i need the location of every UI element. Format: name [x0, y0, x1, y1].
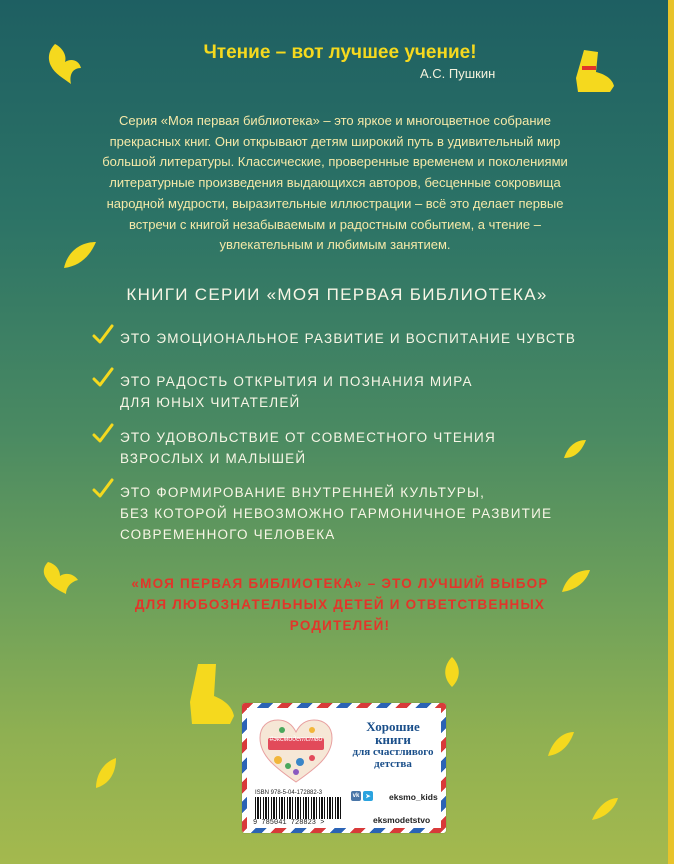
intro-paragraph: [95, 111, 575, 256]
highlight-statement: [100, 573, 580, 636]
barcode-number: 9 785041 728823 >: [253, 819, 325, 827]
list-item-line: ДЛЯ ЮНЫХ ЧИТАТЕЛЕЙ: [120, 395, 301, 410]
check-icon: [92, 423, 114, 445]
list-item-text: [120, 427, 610, 469]
telegram-icon[interactable]: ➤: [363, 791, 373, 801]
highlight-line: «МОЯ ПЕРВАЯ БИБЛИОТЕКА» – ЭТО ЛУЧШИЙ ВЫБОР: [131, 576, 549, 591]
boot-icon: [184, 662, 236, 726]
highlight-line: ДЛЯ ЛЮБОЗНАТЕЛЬНЫХ ДЕТЕЙ И ОТВЕТСТВЕННЫХ: [134, 597, 546, 612]
intro-line: народной мудрости, выразительные иллюстрации – всё это делает первые: [106, 195, 564, 211]
slogan-line: книги: [375, 732, 411, 747]
publisher-card: [242, 703, 446, 833]
heart-hashtag: #эксмодетство: [269, 736, 323, 743]
check-icon: [92, 367, 114, 389]
social-handle[interactable]: eksmo_kids: [389, 792, 438, 802]
card-body: [247, 708, 441, 828]
list-item-line: ЭТО УДОВОЛЬСТВИЕ ОТ СОВМЕСТНОГО ЧТЕНИЯ: [120, 430, 496, 445]
list-item-text: [120, 328, 610, 349]
list-item-line: СОВРЕМЕННОГО ЧЕЛОВЕКА: [120, 527, 336, 542]
intro-line: литературные произведения выдающихся авторов, бесценные сокровища: [109, 175, 561, 191]
section-title: КНИГИ СЕРИИ «МОЯ ПЕРВАЯ БИБЛИОТЕКА»: [126, 285, 548, 304]
list-item-text: [120, 371, 610, 413]
check-icon: [92, 478, 114, 500]
slogan-line: Хорошие: [366, 719, 420, 734]
highlight-line: РОДИТЕЛЕЙ!: [289, 618, 391, 633]
leaf-icon: [60, 238, 98, 272]
leaf-icon: [546, 730, 576, 758]
intro-line: увлекательным и любимым занятием.: [219, 237, 451, 253]
intro-line: Серия «Моя первая библиотека» – это яркое и многоцветное собрание: [118, 113, 551, 128]
site-handle[interactable]: eksmodetstvo: [373, 815, 431, 825]
check-icon: [92, 324, 114, 346]
list-item-line: ЭТО ЭМОЦИОНАЛЬНОЕ РАЗВИТИЕ И ВОСПИТАНИЕ ЧУВСТВ: [120, 331, 577, 346]
quote-author: А.С. Пушкин: [420, 66, 496, 81]
social-icons: [351, 791, 373, 801]
leaf-icon: [440, 655, 464, 689]
bird-icon: [40, 556, 82, 596]
heart-logo: [256, 716, 336, 786]
slogan-subline: детства: [374, 758, 412, 770]
intro-line: встречи с книгой незабываемым и радостным событием, а чтение –: [129, 216, 541, 232]
leaf-icon: [590, 796, 620, 822]
spine-stripe: [668, 0, 674, 864]
list-item-line: ВЗРОСЛЫХ И МАЛЫШЕЙ: [120, 451, 307, 466]
quote-text: Чтение – вот лучшее учение!: [203, 42, 477, 63]
list-item-line: БЕЗ КОТОРОЙ НЕВОЗМОЖНО ГАРМОНИЧНОЕ РАЗВИТИЕ: [120, 506, 553, 521]
vk-icon[interactable]: vk: [352, 793, 360, 799]
bird-icon: [45, 40, 85, 88]
intro-line: прекрасных книг. Они открывают детям широкий путь в удивительный мир: [109, 133, 561, 149]
barcode: [255, 797, 341, 819]
isbn-text: ISBN 978-5-04-172882-3: [255, 790, 323, 796]
card-slogan: [343, 720, 443, 770]
slogan-subline: для счастливого: [352, 746, 434, 758]
intro-line: большой литературы. Классические, проверенные временем и поколениями: [102, 154, 568, 170]
boot-icon: [570, 48, 616, 96]
list-item-line: ЭТО РАДОСТЬ ОТКРЫТИЯ И ПОЗНАНИЯ МИРА: [120, 374, 473, 389]
list-item-line: ЭТО ФОРМИРОВАНИЕ ВНУТРЕННЕЙ КУЛЬТУРЫ,: [120, 485, 486, 500]
list-item-text: [120, 482, 610, 545]
leaf-icon: [92, 756, 118, 790]
